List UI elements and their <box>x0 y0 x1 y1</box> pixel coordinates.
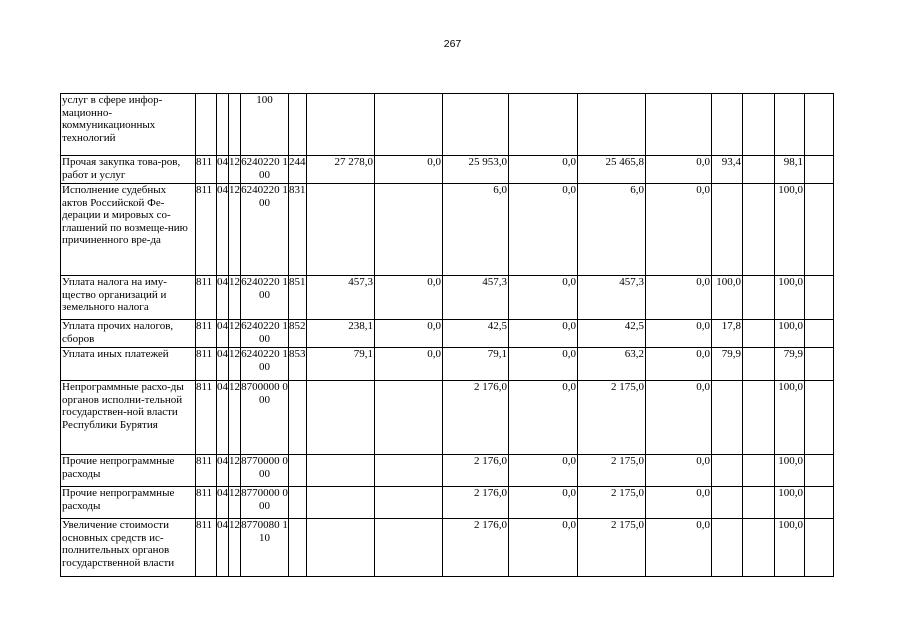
value-cell-4: 0,0 <box>509 487 578 519</box>
grbs-code-cell: 811 <box>196 381 217 455</box>
subsection-code-cell: 12 <box>229 348 241 381</box>
expense-type-cell <box>289 519 307 577</box>
table-row <box>61 455 834 487</box>
value-cell-6: 0,0 <box>646 348 712 381</box>
expense-type-cell: 852 <box>289 320 307 348</box>
target-article-cell: 6240220 100 <box>241 184 289 276</box>
value-cell-6 <box>646 94 712 156</box>
row-name-cell: услуг в сфере инфор-мационно-коммуникационных технологий <box>61 94 196 156</box>
percent-cell-2 <box>743 276 775 320</box>
percent-cell-3: 100,0 <box>775 455 805 487</box>
expense-type-cell <box>289 455 307 487</box>
value-cell-2 <box>375 184 443 276</box>
subsection-code-cell: 12 <box>229 455 241 487</box>
value-cell-5: 2 175,0 <box>578 487 646 519</box>
value-cell-6: 0,0 <box>646 519 712 577</box>
value-cell-2 <box>375 519 443 577</box>
value-cell-5: 2 175,0 <box>578 519 646 577</box>
percent-cell-3 <box>775 94 805 156</box>
percent-cell-4 <box>805 156 834 184</box>
percent-cell-1 <box>712 519 743 577</box>
percent-cell-4 <box>805 94 834 156</box>
subsection-code-cell: 12 <box>229 276 241 320</box>
subsection-code-cell: 12 <box>229 381 241 455</box>
value-cell-4: 0,0 <box>509 381 578 455</box>
value-cell-6: 0,0 <box>646 455 712 487</box>
percent-cell-4 <box>805 348 834 381</box>
value-cell-5: 63,2 <box>578 348 646 381</box>
value-cell-3: 2 176,0 <box>443 519 509 577</box>
percent-cell-2 <box>743 519 775 577</box>
section-code-cell: 04 <box>217 519 229 577</box>
grbs-code-cell: 811 <box>196 487 217 519</box>
expense-type-cell <box>289 487 307 519</box>
value-cell-3: 79,1 <box>443 348 509 381</box>
percent-cell-4 <box>805 184 834 276</box>
section-code-cell: 04 <box>217 156 229 184</box>
table-row <box>61 348 834 381</box>
target-article-cell: 6240220 100 <box>241 320 289 348</box>
value-cell-3: 25 953,0 <box>443 156 509 184</box>
section-code-cell: 04 <box>217 487 229 519</box>
value-cell-2 <box>375 94 443 156</box>
percent-cell-1: 93,4 <box>712 156 743 184</box>
target-article-cell: 6240220 100 <box>241 276 289 320</box>
subsection-code-cell: 12 <box>229 184 241 276</box>
value-cell-4: 0,0 <box>509 184 578 276</box>
grbs-code-cell: 811 <box>196 276 217 320</box>
percent-cell-3: 100,0 <box>775 519 805 577</box>
value-cell-5 <box>578 94 646 156</box>
percent-cell-2 <box>743 455 775 487</box>
value-cell-3: 457,3 <box>443 276 509 320</box>
expense-type-cell: 831 <box>289 184 307 276</box>
value-cell-1 <box>307 519 375 577</box>
section-code-cell: 04 <box>217 276 229 320</box>
percent-cell-2 <box>743 156 775 184</box>
percent-cell-3: 79,9 <box>775 348 805 381</box>
table-body <box>61 94 834 577</box>
page-number: 267 <box>443 38 462 50</box>
row-name-cell: Прочая закупка това-ров, работ и услуг <box>61 156 196 184</box>
value-cell-5: 6,0 <box>578 184 646 276</box>
value-cell-3: 2 176,0 <box>443 381 509 455</box>
value-cell-3 <box>443 94 509 156</box>
subsection-code-cell: 12 <box>229 156 241 184</box>
value-cell-1: 27 278,0 <box>307 156 375 184</box>
value-cell-5: 25 465,8 <box>578 156 646 184</box>
grbs-code-cell: 811 <box>196 348 217 381</box>
percent-cell-2 <box>743 348 775 381</box>
percent-cell-1 <box>712 184 743 276</box>
subsection-code-cell <box>229 94 241 156</box>
section-code-cell: 04 <box>217 381 229 455</box>
value-cell-1 <box>307 381 375 455</box>
table-row <box>61 276 834 320</box>
percent-cell-3: 100,0 <box>775 381 805 455</box>
row-name-cell: Непрограммные расхо-ды органов исполни-тельной государствен-ной власти Республики Бурятия <box>61 381 196 455</box>
value-cell-2 <box>375 487 443 519</box>
value-cell-2 <box>375 381 443 455</box>
percent-cell-1 <box>712 94 743 156</box>
value-cell-1: 238,1 <box>307 320 375 348</box>
value-cell-5: 2 175,0 <box>578 381 646 455</box>
grbs-code-cell <box>196 94 217 156</box>
section-code-cell: 04 <box>217 348 229 381</box>
value-cell-6: 0,0 <box>646 184 712 276</box>
value-cell-2: 0,0 <box>375 156 443 184</box>
value-cell-1 <box>307 94 375 156</box>
table-row <box>61 156 834 184</box>
target-article-cell: 8770000 000 <box>241 455 289 487</box>
row-name-cell: Исполнение судебных актов Российской Фе-дерации и мировых со-глашений по возмеще-нию причиненного вре-да <box>61 184 196 276</box>
percent-cell-1 <box>712 381 743 455</box>
percent-cell-4 <box>805 276 834 320</box>
subsection-code-cell: 12 <box>229 320 241 348</box>
subsection-code-cell: 12 <box>229 487 241 519</box>
value-cell-4 <box>509 94 578 156</box>
expense-type-cell <box>289 381 307 455</box>
value-cell-2: 0,0 <box>375 348 443 381</box>
percent-cell-3: 100,0 <box>775 487 805 519</box>
value-cell-5: 42,5 <box>578 320 646 348</box>
table-row <box>61 487 834 519</box>
grbs-code-cell: 811 <box>196 519 217 577</box>
value-cell-1: 79,1 <box>307 348 375 381</box>
row-name-cell: Прочие непрограммные расходы <box>61 455 196 487</box>
grbs-code-cell: 811 <box>196 320 217 348</box>
value-cell-4: 0,0 <box>509 519 578 577</box>
value-cell-2 <box>375 455 443 487</box>
row-name-cell: Уплата прочих налогов, сборов <box>61 320 196 348</box>
value-cell-1 <box>307 455 375 487</box>
value-cell-4: 0,0 <box>509 320 578 348</box>
percent-cell-4 <box>805 519 834 577</box>
value-cell-4: 0,0 <box>509 276 578 320</box>
percent-cell-1: 79,9 <box>712 348 743 381</box>
table-row <box>61 519 834 577</box>
target-article-cell: 8700000 000 <box>241 381 289 455</box>
percent-cell-4 <box>805 455 834 487</box>
percent-cell-2 <box>743 184 775 276</box>
row-name-cell: Прочие непрограммные расходы <box>61 487 196 519</box>
value-cell-1 <box>307 487 375 519</box>
target-article-cell: 8770080 110 <box>241 519 289 577</box>
percent-cell-4 <box>805 487 834 519</box>
target-article-cell: 6240220 100 <box>241 156 289 184</box>
value-cell-3: 6,0 <box>443 184 509 276</box>
percent-cell-1: 17,8 <box>712 320 743 348</box>
percent-cell-4 <box>805 320 834 348</box>
grbs-code-cell: 811 <box>196 184 217 276</box>
percent-cell-3: 98,1 <box>775 156 805 184</box>
expense-type-cell: 853 <box>289 348 307 381</box>
row-name-cell: Уплата налога на иму-щество организаций и земельного налога <box>61 276 196 320</box>
value-cell-4: 0,0 <box>509 348 578 381</box>
table-row <box>61 94 834 156</box>
budget-table <box>60 93 834 577</box>
section-code-cell: 04 <box>217 320 229 348</box>
value-cell-1: 457,3 <box>307 276 375 320</box>
percent-cell-2 <box>743 487 775 519</box>
value-cell-5: 2 175,0 <box>578 455 646 487</box>
grbs-code-cell: 811 <box>196 156 217 184</box>
expense-type-cell <box>289 94 307 156</box>
table-row <box>61 184 834 276</box>
value-cell-6: 0,0 <box>646 276 712 320</box>
value-cell-4: 0,0 <box>509 156 578 184</box>
value-cell-6: 0,0 <box>646 381 712 455</box>
value-cell-3: 2 176,0 <box>443 455 509 487</box>
value-cell-2: 0,0 <box>375 320 443 348</box>
percent-cell-2 <box>743 94 775 156</box>
percent-cell-2 <box>743 320 775 348</box>
target-article-cell: 100 <box>241 94 289 156</box>
percent-cell-4 <box>805 381 834 455</box>
section-code-cell: 04 <box>217 184 229 276</box>
section-code-cell: 04 <box>217 455 229 487</box>
percent-cell-1: 100,0 <box>712 276 743 320</box>
value-cell-3: 2 176,0 <box>443 487 509 519</box>
section-code-cell <box>217 94 229 156</box>
value-cell-4: 0,0 <box>509 455 578 487</box>
value-cell-6: 0,0 <box>646 156 712 184</box>
percent-cell-2 <box>743 381 775 455</box>
subsection-code-cell: 12 <box>229 519 241 577</box>
expense-type-cell: 851 <box>289 276 307 320</box>
table-row <box>61 381 834 455</box>
row-name-cell: Уплата иных платежей <box>61 348 196 381</box>
percent-cell-3: 100,0 <box>775 276 805 320</box>
target-article-cell: 8770000 000 <box>241 487 289 519</box>
value-cell-5: 457,3 <box>578 276 646 320</box>
percent-cell-3: 100,0 <box>775 320 805 348</box>
value-cell-6: 0,0 <box>646 487 712 519</box>
percent-cell-1 <box>712 487 743 519</box>
table-row <box>61 320 834 348</box>
value-cell-6: 0,0 <box>646 320 712 348</box>
expense-type-cell: 244 <box>289 156 307 184</box>
grbs-code-cell: 811 <box>196 455 217 487</box>
target-article-cell: 6240220 100 <box>241 348 289 381</box>
value-cell-3: 42,5 <box>443 320 509 348</box>
percent-cell-3: 100,0 <box>775 184 805 276</box>
row-name-cell: Увеличение стоимости основных средств ис-полнительных органов государственной власти <box>61 519 196 577</box>
value-cell-1 <box>307 184 375 276</box>
value-cell-2: 0,0 <box>375 276 443 320</box>
percent-cell-1 <box>712 455 743 487</box>
